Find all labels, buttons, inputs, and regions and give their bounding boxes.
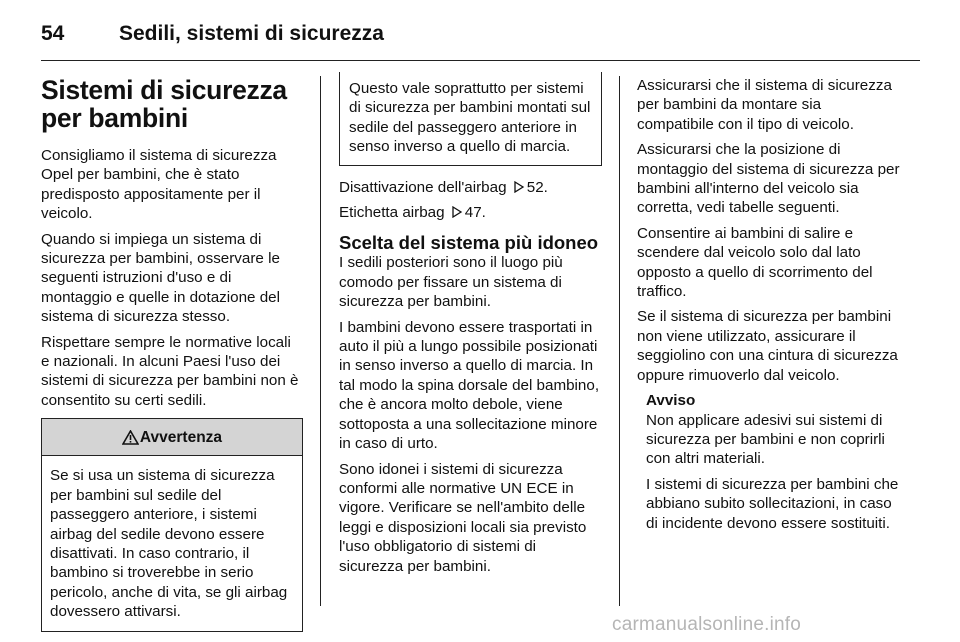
warning-box-continuation: Questo vale soprattutto per sistemi di sicurezza per bambini montati sul sedile del passeggero anteriore in senso inverso a quello di marcia. (339, 72, 602, 166)
warning-header (42, 419, 302, 456)
warning-text: Se si usa un sistema di sicurezza per bambini sul sedile del passeggero anteriore, i sistemi airbag del sedile devono essere disattivati. In caso contrario, il bambino si troverebbe in serio pericolo, anche di vita, se gli airbag dovessero attivarsi. (50, 467, 288, 621)
notice-paragraph: Non applicare adesivi sui sistemi di sicurezza per bambini e non coprirli con altri materiali. (646, 411, 885, 468)
paragraph: Quando si impiega un sistema di sicurezza per bambini, osservare le seguenti istruzioni d'uso e di montaggio e quelle in dotazione del sistema di sicurezza stesso. (41, 230, 280, 326)
column-divider-right (619, 76, 620, 606)
page-reference-icon (513, 181, 525, 193)
paragraph: I bambini devono essere trasportati in auto il più a lungo possibile posizionati in senso inverso a quello di marcia. In tal modo la spina dorsale del bambino, che è ancora molto debole, viene sottoposta a una sollecitazione minore in caso di urto. (339, 318, 600, 453)
section-heading: Sistemi di sicurezza per bambini (41, 75, 287, 133)
subsection-heading: Scelta del sistema più idoneo (339, 232, 599, 254)
notice-paragraph: I sistemi di sicurezza per bambini che abbiano subito sollecitazioni, in caso di incidente devono essere sostituiti. (646, 475, 899, 532)
notice-block (637, 391, 901, 533)
paragraph: Sono idonei i sistemi di sicurezza conformi alle normative UN ECE in vigore. Verificare se nell'ambito delle leggi e disposizioni locali sia previsto l'uso obbligatorio di sistemi di sicurezza per bambini. (339, 460, 587, 575)
reference-text: Disattivazione dell'airbag (339, 178, 507, 196)
cross-reference-airbag-deactivation[interactable] (339, 178, 602, 197)
chapter-title: Sedili, sistemi di sicurezza (119, 22, 384, 45)
reference-page: 47. (464, 204, 486, 222)
warning-box (41, 418, 303, 631)
paragraph: Consigliamo il sistema di sicurezza Opel per bambini, che è stato predisposto appositamente per il veicolo. (41, 147, 277, 223)
page-header (41, 12, 921, 56)
reference-page: 52. (526, 178, 548, 196)
column-2 (339, 76, 602, 582)
warning-title: Avvertenza (139, 428, 223, 446)
watermark: carmanualsonline.info (612, 614, 802, 635)
column-divider-left (320, 76, 321, 606)
paragraph: Rispettare sempre le normative locali e nazionali. In alcuni Paesi l'uso dei sistemi di sicurezza per bambini non è consentito su certi sedili. (41, 333, 299, 409)
paragraph: Assicurarsi che la posizione di montaggio del sistema di sicurezza per bambini all'interno del veicolo sia corretta, vedi tabelle seguenti. (637, 141, 900, 217)
header-divider (41, 60, 920, 61)
reference-text: Etichetta airbag (339, 204, 445, 222)
cross-reference-airbag-label[interactable] (339, 203, 602, 222)
paragraph: Se il sistema di sicurezza per bambini non viene utilizzato, assicurare il seggiolino con una cintura di sicurezza oppure rimuoverlo dal veicolo. (637, 308, 898, 384)
paragraph: I sedili posteriori sono il luogo più comodo per fissare un sistema di sicurezza per bambini. (339, 254, 563, 311)
paragraph: Consentire ai bambini di salire e scendere dal veicolo solo dal lato opposto a quello di scorrimento del traffico. (637, 224, 873, 301)
page-number: 54 (41, 22, 65, 45)
column-3 (637, 76, 901, 539)
warning-triangle-icon (122, 430, 139, 445)
page-reference-icon (451, 206, 463, 218)
column-1 (41, 76, 303, 632)
notice-title: Avviso (646, 392, 696, 410)
paragraph: Assicurarsi che il sistema di sicurezza per bambini da montare sia compatibile con il tipo di veicolo. (637, 77, 892, 133)
